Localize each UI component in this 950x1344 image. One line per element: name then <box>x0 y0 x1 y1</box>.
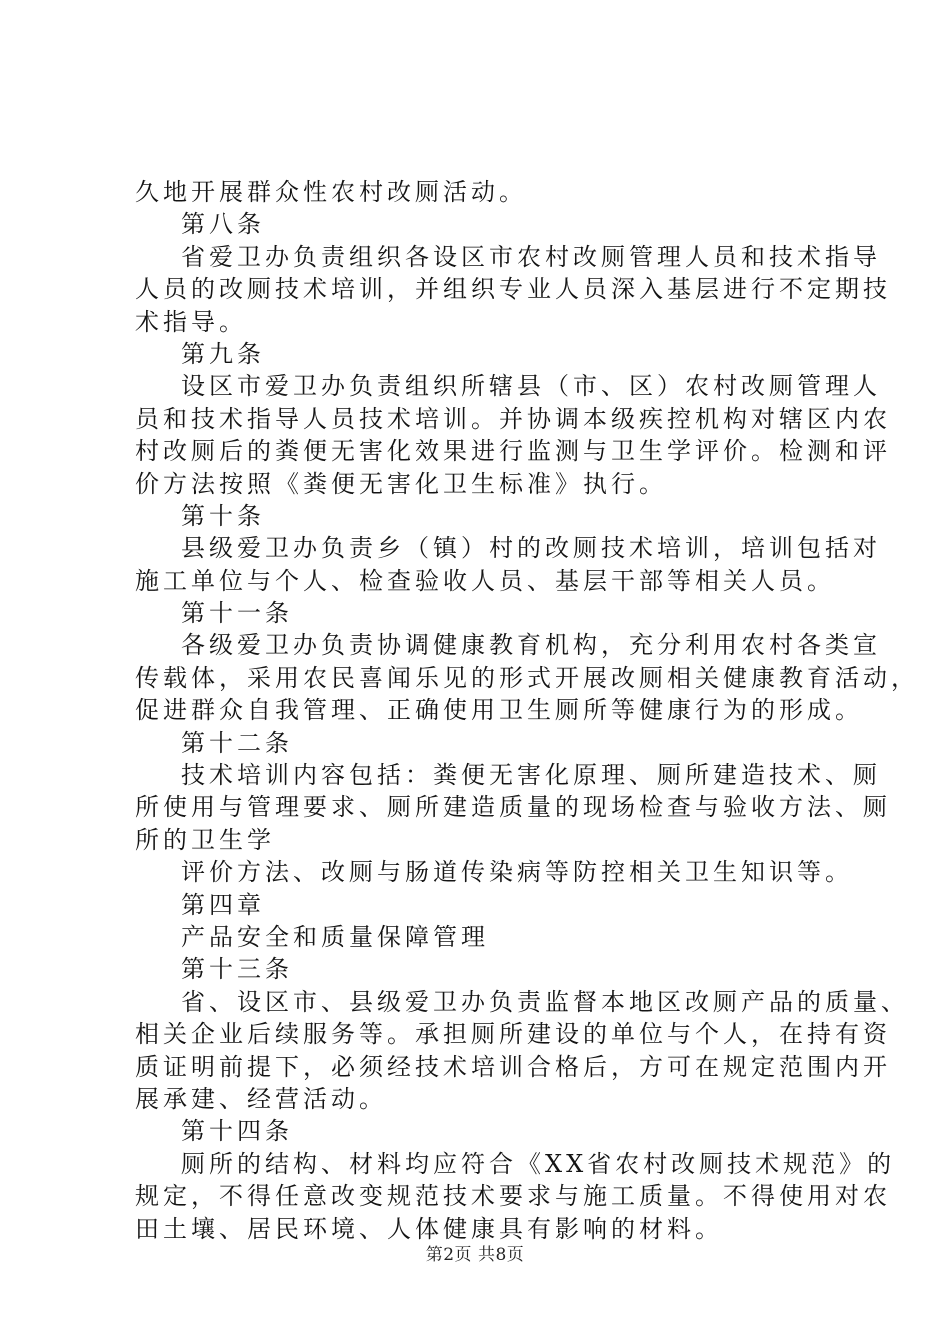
body-line: 展承建、经营活动。 <box>135 1084 387 1113</box>
body-line: 省、设区市、县级爱卫办负责监督本地区改厕产品的质量、 <box>181 987 909 1016</box>
body-line: 田土壤、居民环境、人体健康具有影响的材料。 <box>135 1214 723 1243</box>
body-line: 员和技术指导人员技术培训。并协调本级疾控机构对辖区内农 <box>135 404 891 433</box>
body-line: 技术培训内容包括：粪便无害化原理、厕所建造技术、厕 <box>181 761 881 790</box>
article-heading: 第八条 <box>181 210 265 239</box>
body-line: 施工单位与个人、检查验收人员、基层干部等相关人员。 <box>135 566 835 595</box>
body-line: 传载体，采用农民喜闻乐见的形式开展改厕相关健康教育活动， <box>135 663 919 692</box>
body-line: 相关企业后续服务等。承担厕所建设的单位与个人，在持有资 <box>135 1020 891 1049</box>
article-heading: 第九条 <box>181 339 265 368</box>
body-line: 设区市爱卫办负责组织所辖县（市、区）农村改厕管理人 <box>181 372 881 401</box>
body-line: 所使用与管理要求、厕所建造质量的现场检查与验收方法、厕 <box>135 793 891 822</box>
body-line: 人员的改厕技术培训，并组织专业人员深入基层进行不定期技 <box>135 275 891 304</box>
page-footer <box>0 1240 950 1265</box>
article-heading: 第十一条 <box>181 599 293 628</box>
body-line: 促进群众自我管理、正确使用卫生厕所等健康行为的形成。 <box>135 696 863 725</box>
article-heading: 第十二条 <box>181 728 293 757</box>
body-line: 质证明前提下，必须经技术培训合格后，方可在规定范围内开 <box>135 1052 891 1081</box>
article-heading: 第十条 <box>181 501 265 530</box>
document-body <box>135 176 919 1245</box>
body-line: 久地开展群众性农村改厕活动。 <box>135 178 527 206</box>
body-line: 省爱卫办负责组织各设区市农村改厕管理人员和技术指导 <box>181 242 881 271</box>
body-line: 村改厕后的粪便无害化效果进行监测与卫生学评价。检测和评 <box>135 437 891 466</box>
body-line: 各级爱卫办负责协调健康教育机构，充分利用农村各类宣 <box>181 631 881 660</box>
article-heading: 第十四条 <box>181 1117 293 1146</box>
body-line: 评价方法、改厕与肠道传染病等防控相关卫生知识等。 <box>181 858 853 887</box>
body-line: 价方法按照《粪便无害化卫生标准》执行。 <box>135 469 667 498</box>
body-line: 县级爱卫办负责乡（镇）村的改厕技术培训，培训包括对 <box>181 534 881 563</box>
chapter-heading: 第四章 <box>181 890 265 919</box>
body-line: 厕所的结构、材料均应符合《XX省农村改厕技术规范》的 <box>181 1149 896 1178</box>
page-number-label: 第2页 共8页 <box>425 1245 525 1265</box>
body-line: 术指导。 <box>135 307 247 336</box>
body-line: 规定，不得任意改变规范技术要求与施工质量。不得使用对农 <box>135 1182 891 1211</box>
article-heading: 第十三条 <box>181 955 293 984</box>
chapter-title: 产品安全和质量保障管理 <box>181 922 489 951</box>
body-line: 所的卫生学 <box>135 825 275 854</box>
